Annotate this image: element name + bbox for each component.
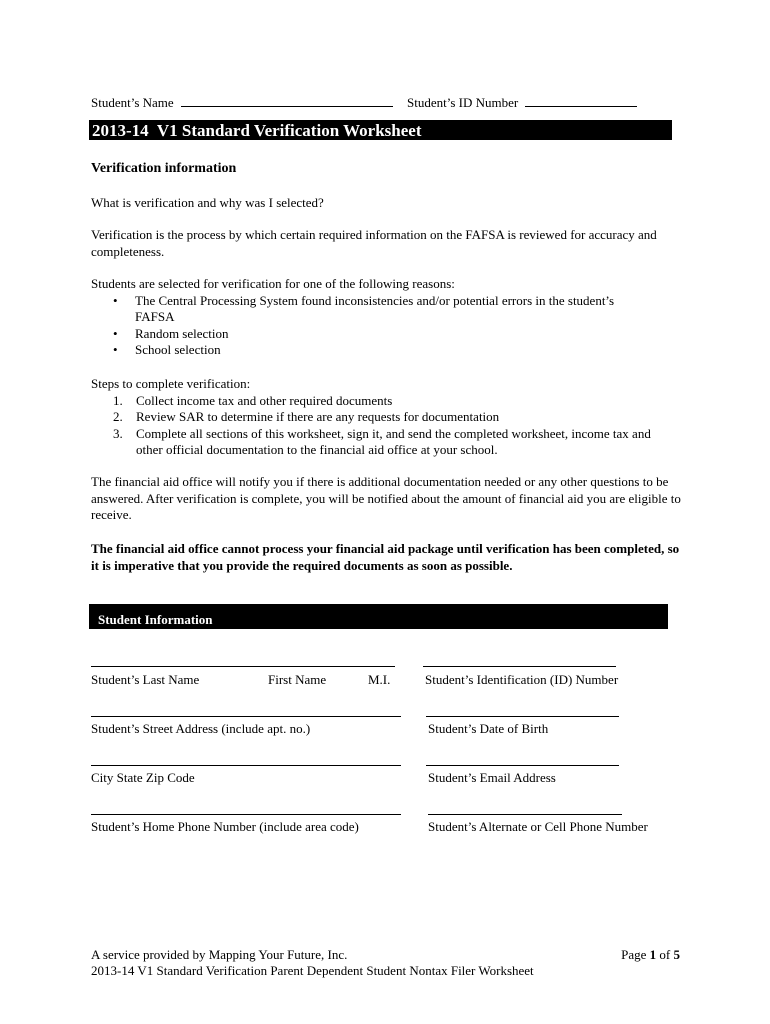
date-of-birth-label: Student’s Date of Birth (428, 721, 549, 736)
alt-phone-label: Student’s Alternate or Cell Phone Number (428, 819, 648, 834)
notify-paragraph: The financial aid office will notify you if there is additional documentation needed or any other questions to be answered. After verification is complete, you will be notified about the amount of financial aid you are eligible to receive. (91, 474, 681, 522)
page-number (621, 946, 680, 963)
street-address-input[interactable] (91, 716, 401, 717)
student-info-title: Student Information (98, 612, 213, 627)
alt-phone-input[interactable] (428, 814, 622, 815)
steps-section (91, 376, 681, 459)
page-word: Page (621, 947, 647, 962)
verification-question: What is verification and why was I selected? (91, 195, 324, 210)
page-current: 1 (649, 947, 657, 962)
list-item: 2. Review SAR to determine if there are any requests for documentation (113, 409, 500, 424)
list-item: 3. Complete all sections of this worksheet, sign it, and send the completed worksheet, income tax and other official documentation to the financial aid office at your school. (113, 425, 651, 457)
email-label: Student’s Email Address (428, 770, 556, 785)
student-name-field (91, 94, 393, 111)
reasons-section (91, 276, 681, 359)
student-name-label: Student’s Name (91, 95, 174, 110)
student-id-input[interactable] (525, 106, 637, 107)
last-name-label: Student’s Last Name (91, 672, 200, 687)
student-id-field (407, 94, 637, 111)
street-address-label: Student’s Street Address (include apt. no.) (91, 721, 311, 736)
verification-definition: Verification is the process by which certain required information on the FAFSA is reviewed for accuracy and completeness. (91, 227, 657, 259)
list-item: • Random selection (112, 326, 652, 343)
mi-label: M.I. (368, 672, 391, 687)
email-input[interactable] (426, 765, 619, 766)
list-item: • School selection (112, 342, 652, 359)
list-item: • The Central Processing System found inconsistencies and/or potential errors in the student’s FAFSA (112, 293, 652, 326)
city-state-zip-input[interactable] (91, 765, 401, 766)
list-item: 1. Collect income tax and other required documents (113, 392, 393, 408)
worksheet-title: 2013-14 V1 Standard Verification Worksheet (92, 121, 422, 140)
steps-intro: Steps to complete verification: (91, 376, 251, 391)
reasons-intro: Students are selected for verification for one of the following reasons: (91, 276, 455, 291)
student-info-banner (89, 604, 668, 629)
steps-list (113, 393, 668, 459)
id-number-label: Student’s Identification (ID) Number (425, 672, 619, 687)
worksheet-title-banner (89, 120, 672, 140)
warning-paragraph: The financial aid office cannot process your financial aid package until verification has been completed, so it is imperative that you provide the required documents as soon as possible. (91, 541, 680, 573)
date-of-birth-input[interactable] (426, 716, 619, 717)
reasons-list (112, 293, 652, 359)
verification-heading: Verification information (91, 161, 237, 176)
page-of: of (659, 947, 671, 962)
home-phone-label: Student’s Home Phone Number (include area code) (91, 819, 359, 834)
last-first-mi-input[interactable] (91, 666, 395, 667)
footer-form-name: 2013-14 V1 Standard Verification Parent Dependent Student Nontax Filer Worksheet (91, 963, 534, 978)
footer-provider: A service provided by Mapping Your Future, Inc. (91, 947, 348, 962)
city-state-zip-label: City State Zip Code (91, 770, 195, 785)
first-name-label: First Name (268, 672, 327, 687)
home-phone-input[interactable] (91, 814, 401, 815)
student-name-input[interactable] (181, 106, 393, 107)
page-total: 5 (673, 947, 680, 962)
student-id-label: Student’s ID Number (407, 95, 519, 110)
student-id-number-input[interactable] (423, 666, 616, 667)
